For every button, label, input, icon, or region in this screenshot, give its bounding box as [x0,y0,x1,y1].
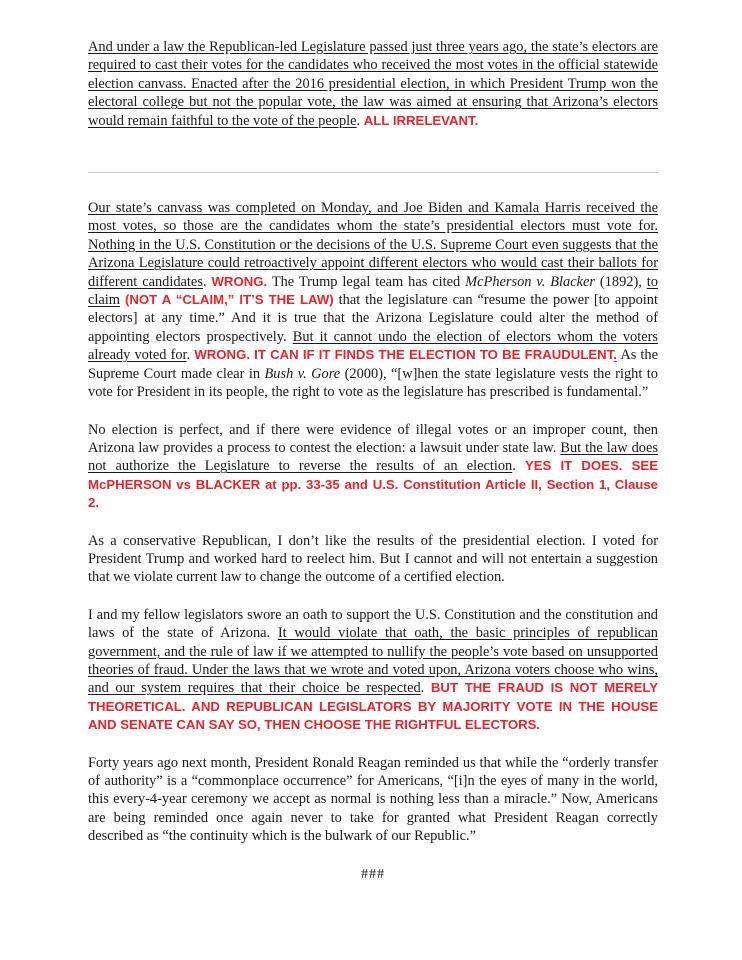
paragraph-canvass [88,199,658,401]
red-annotation: WRONG. [211,273,268,289]
body-text: No election is perfect, and if there were evidence of illegal votes or an improper count, then Arizona law provides a process to contest the election: a lawsuit under state law. [88,421,658,456]
underlined-passage: It would violate that oath, the basic principles of republican government, and the rule of law if we attempted to nullify the people’s vote based on unsupported theories of fraud. Under the laws that we wrote and voted upon, Arizona voters choose who wins, and our system requires that their choice be respected [88,625,659,697]
underlined-passage: And under a law the Republican-led Legislature passed just three years ago, the state’s electors are required to cast their votes for the candidates who received the most votes in the official statewide election canvass. Enacted after the 2016 presidential election, in which President Trump won the electoral college but not the popular vote, the law was aimed at ensuring that Arizona’s electors would remain faithful to the vote of the people [88,39,658,129]
red-annotation: WRONG. IT CAN IF IT FINDS THE ELECTION TO BE FRAUDULENT [194,347,614,363]
body-text: (2000), “[w]hen the state legislature vests the right to vote for President in its people, the right to vote as the legislature has prescribed is fundamental.” [88,365,658,401]
paragraph-reagan [88,754,658,846]
case-citation: Bush v. Gore [264,365,341,382]
red-annotation: ALL IRRELEVANT. [363,112,479,128]
underlined-passage: But the law does not authorize the Legislature to reverse the results of an election [88,439,658,475]
punctuation: . [512,458,516,475]
body-text: As the Supreme Court made clear in [88,347,659,382]
punctuation: . [356,112,361,129]
body-text: The Trump legal team has cited [271,273,461,290]
underlined-passage: But it cannot undo the election of electors whom the voters already voted for [88,328,658,364]
horizontal-divider [88,172,658,173]
body-text: that the legislature can “resume the power [to appoint electors] at any time.” And it is true that the Arizona Legislature could alter the method of appointing electors prospectively. [88,292,658,345]
red-annotation: (NOT A “CLAIM,” IT’S THE LAW) [124,292,334,308]
paragraph-electors-law [88,38,658,130]
underlined-passage: to claim [88,273,658,309]
body-text: Forty years ago next month, President Ronald Reagan reminded us that while the “orderly transfer of authority” is a “commonplace occurrence” for Americans, “[i]n the eyes of many in the world, this every-4-year ceremony we accept as normal is nothing less than a miracle.” Now, Americans are being reminded once again never to take for granted what President Reagan correctly described as “the continuity which is the bulwark of our Republic.” [88,754,658,845]
paragraph-conservative-republican [88,532,658,587]
punctuation: . [186,347,191,364]
underlined-passage: Our state’s canvass was completed on Monday, and Joe Biden and Kamala Harris received the most votes, so those are the candidates whom the state’s presidential electors must vote for. Nothing in the U.S. Constitution or the decisions of the U.S. Supreme Court even suggests that the Arizona Legislature could retroactively appoint different electors who would cast their ballots for different candidates [88,200,658,290]
punctuation: . [420,680,425,697]
body-text: I and my fellow legislators swore an oath to support the U.S. Constitution and the constitution and laws of the state of Arizona. [88,606,658,642]
body-text: As a conservative Republican, I don’t like the results of the presidential election. I voted for President Trump and worked hard to reelect him. But I cannot and will not entertain a suggestion that we violate current law to change the outcome of a certified election. [88,532,658,586]
red-annotation: BUT THE FRAUD IS NOT MERELY THEORETICAL. AND REPUBLICAN LEGISLATORS BY MAJORITY VOTE IN THE HOUSE AND SENATE CAN SAY SO, THEN CHOOSE THE RIGHTFUL ELECTORS. [88,680,659,733]
body-text: (1892), [599,273,642,290]
end-mark: ### [361,866,385,882]
red-annotation-period: . [613,347,617,363]
paragraph-contest-election [88,421,658,513]
punctuation: . [202,273,207,290]
paragraph-oath [88,606,658,735]
red-annotation: YES IT DOES. SEE McPHERSON vs BLACKER at pp. 33-35 and U.S. Constitution Article II, Section 1, Clause 2. [88,458,658,511]
case-citation: McPherson v. Blacker [465,273,595,290]
